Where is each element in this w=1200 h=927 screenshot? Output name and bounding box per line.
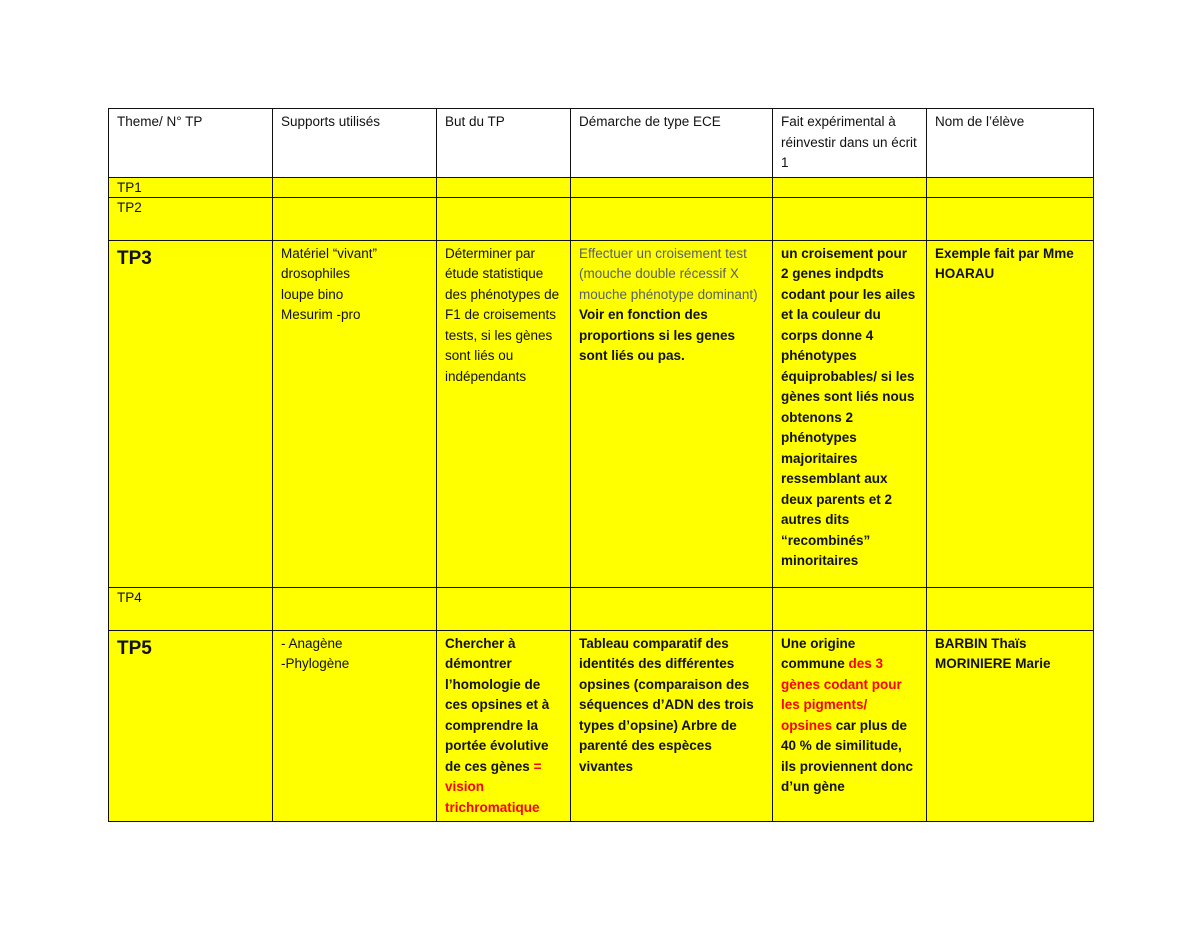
tp3-fait — [773, 240, 927, 587]
tp2-supports — [273, 197, 437, 240]
tp1-nom — [927, 177, 1094, 197]
tp1-theme: TP1 — [109, 177, 273, 197]
tp3-demarche — [571, 240, 773, 587]
tp2-but — [437, 197, 571, 240]
tp5-nom — [927, 630, 1094, 822]
tp5-fait-highlight: des 3 gènes codant pour les pigments/ opsines — [781, 656, 902, 733]
tp3-supports — [273, 240, 437, 587]
header-but: But du TP — [437, 109, 571, 178]
header-demarche: Démarche de type ECE — [571, 109, 773, 178]
row-tp5 — [109, 630, 1094, 822]
tp1-supports — [273, 177, 437, 197]
tp2-theme: TP2 — [109, 197, 273, 240]
tp4-fait — [773, 587, 927, 630]
tp3-fait-text: un croisement pour 2 genes indpdts codant pour les ailes et la couleur du corps donne 4 phénotypes équiprobables/ si les gènes sont liés nous obtenons 2 phénotypes majoritaires ressemblant aux deux parents et 2 autres dits “recombinés” minoritaires — [781, 245, 916, 568]
tp4-but — [437, 587, 571, 630]
tp4-demarche — [571, 587, 773, 630]
tp2-nom — [927, 197, 1094, 240]
header-supports: Supports utilisés — [273, 109, 437, 178]
tp5-fait — [773, 630, 927, 822]
tp5-fait-text-end: car plus de 40 % de similitude, ils proviennent donc d’un gène — [781, 717, 914, 794]
row-tp3 — [109, 240, 1094, 587]
tp2-fait — [773, 197, 927, 240]
header-theme: Theme/ N° TP — [109, 109, 273, 178]
tp1-demarche — [571, 177, 773, 197]
row-tp2 — [109, 197, 1094, 240]
tp5-supports — [273, 630, 437, 822]
tp5-fait-text-start: Une origine commune — [781, 635, 856, 671]
row-tp1 — [109, 177, 1094, 197]
tp1-but — [437, 177, 571, 197]
tp3-demarche-protocol: Effectuer un croisement test (mouche double récessif X mouche phénotype dominant) — [579, 245, 758, 302]
tp4-nom — [927, 587, 1094, 630]
tp5-student-name: MORINIERE Marie — [935, 656, 1051, 671]
header-nom: Nom de l’élève — [927, 109, 1094, 178]
tp5-but-text: Chercher à démontrer l’homologie de ces opsines et à comprendre la portée évolutive de ces gènes — [445, 635, 550, 774]
tp3-support-item: Mesurim -pro — [281, 307, 361, 322]
tp1-fait — [773, 177, 927, 197]
tp3-support-item: Matériel “vivant” — [281, 245, 378, 261]
tp3-but — [437, 240, 571, 587]
header-row — [109, 109, 1094, 178]
tp5-support-item: - Anagène — [281, 635, 343, 651]
tp2-demarche — [571, 197, 773, 240]
tp3-theme-label: TP3 — [117, 247, 152, 269]
tp5-but-highlight: = vision trichromatique — [445, 758, 542, 815]
tp3-nom-text: Exemple fait par Mme HOARAU — [935, 245, 1074, 281]
tp4-theme: TP4 — [109, 587, 273, 630]
tp5-demarche — [571, 630, 773, 822]
tp5-theme — [109, 630, 273, 822]
tp5-student-name: BARBIN Thaïs — [935, 635, 1027, 651]
row-tp4 — [109, 587, 1094, 630]
tp-table — [108, 108, 1094, 822]
tp4-supports — [273, 587, 437, 630]
tp5-demarche-text: Tableau comparatif des identités des différentes opsines (comparaison des séquences d’ADN des trois types d’opsine) Arbre de parenté des espèces vivantes — [579, 635, 754, 774]
tp3-nom — [927, 240, 1094, 587]
tp3-theme — [109, 240, 273, 587]
header-fait: Fait expérimental à réinvestir dans un écrit 1 — [773, 109, 927, 178]
tp3-support-item: loupe bino — [281, 286, 344, 302]
tp3-support-item: drosophiles — [281, 266, 351, 281]
tp5-but — [437, 630, 571, 822]
tp5-support-item: -Phylogène — [281, 656, 350, 671]
tp5-theme-label: TP5 — [117, 637, 152, 659]
tp3-but-text: Déterminer par étude statistique des phénotypes de F1 de croisements tests, si les gènes sont liés ou indépendants — [445, 245, 560, 384]
tp3-demarche-analysis: Voir en fonction des proportions si les genes sont liés ou pas. — [579, 307, 736, 363]
